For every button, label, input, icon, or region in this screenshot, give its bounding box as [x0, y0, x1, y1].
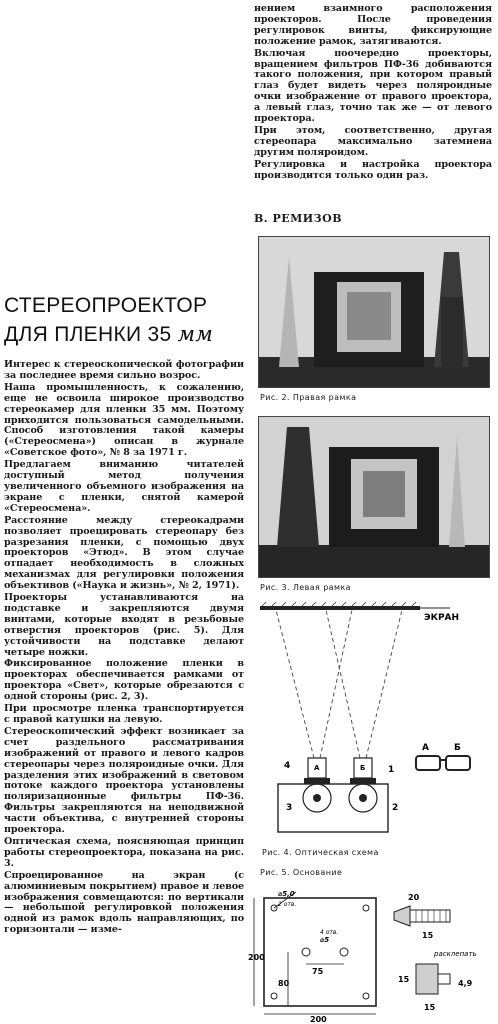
projector-stand: [278, 784, 388, 832]
mount-hole: [340, 948, 348, 956]
paragraph: Спроецированное на экран (с алюминиевым покрытием) правое и левое изображения совмещаются: по вертикали — небольшой регулировкой положения одной из рамок вдоль направляющих, по горизонтали — изме-: [4, 869, 244, 936]
paragraph: Оптическая схема, поясняющая принцип работы стереопроектора, показана на рис. 3.: [4, 835, 244, 869]
paragraph: Регулировка и настройка проектора производится только один раз.: [254, 158, 492, 181]
hole-diameter-label: ⌀5,0: [278, 890, 295, 898]
mount-diameter-label: ⌀5: [320, 936, 330, 944]
author-name: В. РЕМИЗОВ: [254, 212, 342, 225]
label-3: 3: [286, 803, 293, 813]
dim-20: 20: [408, 893, 420, 902]
title-line-1: СТЕРЕОПРОЕКТОР: [4, 294, 208, 317]
figure-3-photo: [258, 416, 490, 578]
dim-height-200: 200: [248, 953, 265, 962]
label-2: 2: [392, 803, 399, 813]
glasses-label-a: А: [422, 743, 429, 753]
right-frame-photo: [259, 237, 489, 387]
dim-15-foot-bottom: 15: [424, 1003, 436, 1012]
glasses-label-b: Б: [454, 743, 461, 753]
label-b: Б: [360, 764, 366, 772]
dim-4-9: 4,9: [458, 979, 473, 988]
figure-3-caption: Рис. 3. Левая рамка: [260, 583, 351, 592]
mount-hole: [302, 948, 310, 956]
figure-4-optical-scheme: [256, 598, 492, 848]
foot: [416, 964, 450, 994]
article-title: [4, 292, 244, 349]
corner-hole: [363, 905, 369, 911]
left-column-text: [4, 360, 244, 937]
title-line-2-text: ДЛЯ ПЛЕНКИ 35: [4, 323, 172, 346]
paragraph: Расстояние между стереокадрами позволяет проецировать стереопару без разрезания пленки, с помощью двух проекторов «Этюд». В этом случае отпадает необходимость в сложных механизмах для регулировки положения объективов («Наука и жизнь», № 2, 1971).: [4, 514, 244, 592]
figure-2-caption: Рис. 2. Правая рамка: [260, 393, 357, 402]
label-4: 4: [284, 761, 291, 771]
dim-80: 80: [278, 979, 290, 988]
dim-width-200: 200: [310, 1015, 327, 1022]
paragraph: Проекторы устанавливаются на подставке и закрепляются двумя винтами, которые входят в резьбовые отверстия проекторов (рис. 5). Для устойчивости на подставке делают четыре ножки.: [4, 592, 244, 658]
paragraph: Фиксированное положение пленки в проекторах обеспечивается рамками от проектора «Свет», которые обрезаются с одной стороны (рис. 2, 3).: [4, 658, 244, 703]
paragraph: Интерес к стереоскопической фотографии за последнее время сильно возрос.: [4, 359, 244, 381]
label-a: А: [314, 764, 320, 772]
figure-5-base-drawing: [248, 882, 494, 1022]
dim-75: 75: [312, 967, 324, 976]
paragraph: Стереоскопический эффект возникает за счет раздельного рассматривания изображений от правого и левого кадров стереопары через поляроидные очки. Для разделения этих изображений в световом потоке каждого проектора установлены поляризационные фильтры ПФ-36. Фильтры закрепляются на неподвижной части объектива, с внутренней стороны проектора.: [4, 725, 244, 836]
paragraph: Наша промышленность, к сожалению, еще не освоила широкое производство стереокамер для пленки 35 мм. Поэтому приходится пользоваться самодельными. Способ изготовления такой камеры («Стереосмена») описан в журнале «Советское фото», № 8 за 1971 г.: [4, 381, 244, 459]
mount-count-label: 4 отв.: [320, 929, 339, 936]
light-rays: [276, 610, 402, 758]
dim-15-bolt: 15: [422, 931, 434, 940]
polaroid-glasses: [416, 743, 470, 770]
rivet-label: расклепать: [434, 950, 477, 958]
left-frame-photo: [259, 417, 489, 577]
screen-label: ЭКРАН: [424, 613, 460, 623]
figure-4-caption: Рис. 4. Оптическая схема: [262, 848, 379, 857]
right-column-text-top: [254, 4, 492, 183]
screen-hatching: [262, 602, 416, 606]
paragraph: Предлагаем вниманию читателей доступный метод получения увеличенного объемного изображения на экране с пленки, снятой камерой «Стереосмена».: [4, 459, 244, 514]
bolt: [394, 906, 450, 926]
title-unit: мм: [177, 322, 214, 346]
corner-hole: [271, 993, 277, 999]
dim-15-foot: 15: [398, 975, 410, 984]
screen-line: [260, 606, 420, 610]
label-1: 1: [388, 765, 395, 775]
corner-hole: [363, 993, 369, 999]
figure-5-caption: Рис. 5. Основание: [260, 868, 343, 877]
paragraph: нением взаимного расположения проекторов. После проведения регулировок винты, фиксирующие положение рамок, затягиваются.: [254, 3, 492, 47]
title-line-2: [4, 320, 244, 349]
paragraph: Включая поочередно проекторы, вращением фильтров ПФ-36 добиваются такого положения, при котором правый глаз будет видеть через поляроидные очки изображение от правого проектора, а левый глаз, точно так же — от левого проектора.: [254, 47, 492, 125]
hole-count-label: 2 отв.: [278, 901, 297, 908]
figure-2-photo: [258, 236, 490, 388]
paragraph: При этом, соответственно, другая стереопара максимально затемнена другим поляроидом.: [254, 124, 492, 158]
base-plate: [264, 898, 376, 1006]
paragraph: При просмотре пленка транспортируется с правой катушки на левую.: [4, 703, 244, 725]
